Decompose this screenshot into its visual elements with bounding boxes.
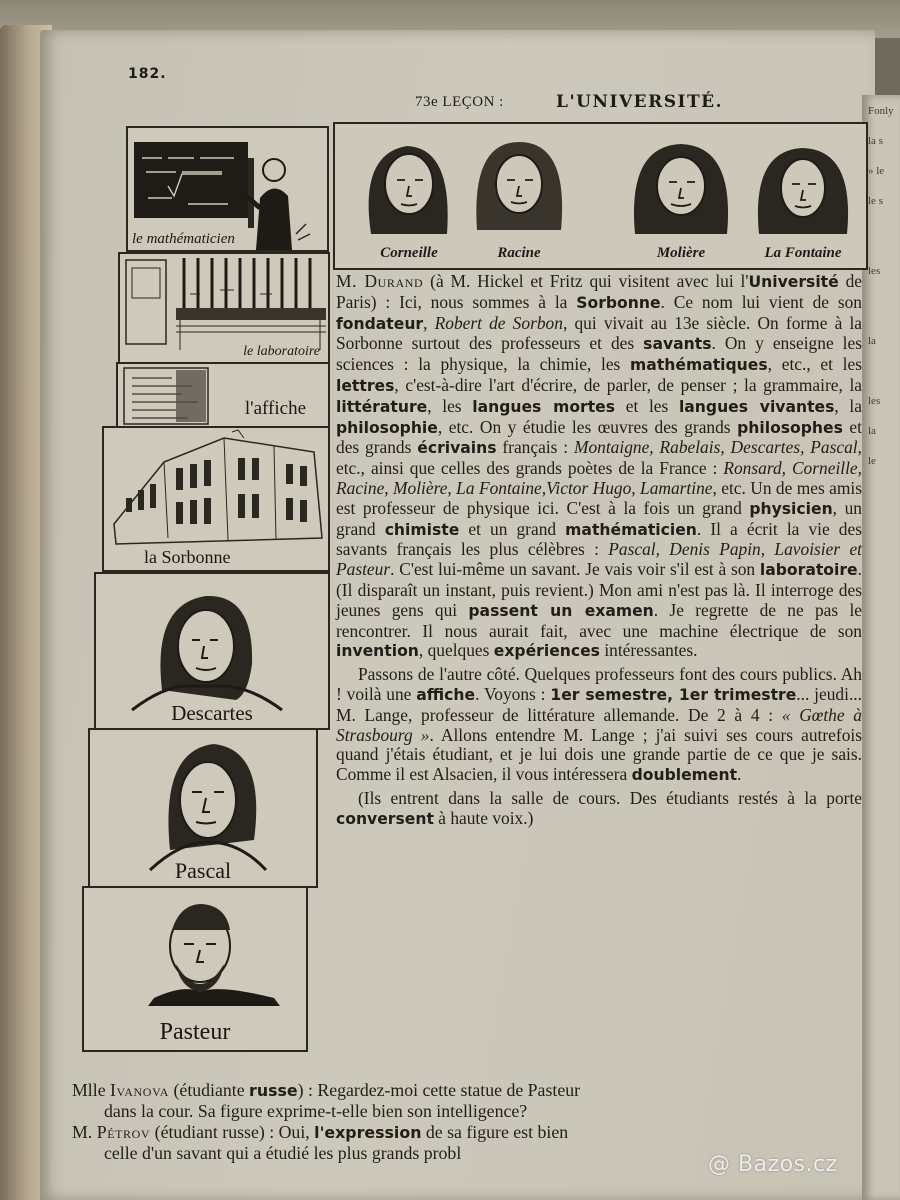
text-run: (à M. Hickel et Fritz qui visitent avec lui l' (423, 271, 749, 291)
text-run: . C'est lui-même un savant. Je vais voir s'il est à son (390, 559, 760, 580)
italic-run: Robert de Sorbon (434, 312, 563, 333)
italic-run: Pascal, Denis Papin, Lavoisier et Pasteur (336, 539, 862, 580)
text-run: (étudiant russe) : Oui, (150, 1122, 315, 1142)
vocab-word: mathématiques (630, 356, 768, 375)
illustration-mathematicien (126, 126, 329, 252)
text-run: et un grand (459, 518, 566, 539)
illustration-sorbonne (102, 426, 330, 572)
vocab-word: conversent (336, 809, 434, 828)
vocab-word: physicien (749, 499, 833, 518)
lesson-number: 73e LEÇON : (415, 94, 504, 110)
vocab-word: savants (643, 335, 712, 354)
text-run: . Ce nom lui vient de son (660, 291, 862, 312)
vocab-word: affiche (416, 685, 476, 704)
text-run: . Allons entendre M. Lange ; j'ai suivi ses cours autrefois quand j'étais étudiant, et je lui dois une grande partie de ce que je sais. Comme il est Alsacien, il vous intéressera (336, 724, 862, 785)
text-run: , etc., ainsi que celles des grands poètes de la France : (336, 437, 862, 479)
vocab-word: expériences (493, 642, 600, 661)
text-run: , un grand (336, 497, 862, 539)
caption-pasteur: Pasteur (159, 1019, 231, 1045)
caption-affiche: l'affiche (244, 398, 306, 419)
dialogue-line: dans la cour. Sa figure exprime-t-elle bien son intelligence? (104, 1101, 528, 1121)
vocab-word: laboratoire (759, 561, 858, 580)
text-run: . Voyons : (475, 683, 551, 704)
dialogue-line: celle d'un savant qui a étudié les plus grands probl (104, 1143, 462, 1163)
portrait-label-moliere: Molière (656, 245, 706, 261)
vocab-word: mathématicien (565, 520, 697, 539)
vocab-word: 1er semestre, 1er trimestre (550, 685, 797, 704)
text-run: , etc. Un de mes amis est professeur de physique ici. C'est à la fois un grand (336, 477, 862, 518)
portrait-moliere (621, 134, 741, 262)
text-run: . Je regrette de ne pas le rencontrer. Il nous aurait fait, avec une machine électrique de son (336, 599, 862, 641)
vocab-word: lettres (336, 376, 395, 395)
dialogue-line (72, 1080, 892, 1101)
illustration-pasteur (82, 886, 308, 1052)
vocab-word: fondateur (336, 314, 424, 333)
text-run: . (737, 764, 742, 785)
paragraph-2 (336, 665, 862, 786)
page-number: 182. (128, 66, 167, 82)
text-run: et les (615, 395, 679, 416)
caption-descartes: Descartes (171, 701, 253, 725)
portrait-la-fontaine (743, 134, 863, 262)
text-run: Passons de l'autre côté. Quelques professeurs font des cours publics. Ah ! voilà une (336, 664, 862, 704)
dialogue-line (72, 1122, 892, 1143)
vocab-word: invention (336, 642, 419, 661)
paragraph-1 (336, 272, 862, 662)
text-run: (Ils entrent dans la salle de cours. Des étudiants restés à la porte (358, 787, 862, 808)
text-run: , (423, 312, 435, 333)
page-title: L'UNIVERSITÉ. (556, 92, 724, 112)
text-run: , quelques (418, 640, 494, 661)
vocab-word: chimiste (384, 520, 460, 539)
speaker-ivanova: Ivanova (110, 1080, 170, 1100)
italic-run: Ronsard, Corneille, Racine, Molière, La Fontaine,Victor Hugo, Lamartine (336, 458, 862, 498)
caption-mathematicien: le mathématicien (132, 231, 235, 247)
illustration-pascal (88, 728, 318, 888)
text-run: de sa figure est bien (421, 1122, 569, 1142)
vocab-word: philosophes (737, 418, 843, 437)
portrait-racine (459, 134, 579, 262)
portrait-label-la-fontaine: La Fontaine (764, 245, 842, 261)
text-run: Mlle (72, 1080, 111, 1100)
vocab-word: passent un examen (468, 601, 654, 620)
illustration-laboratoire (118, 252, 330, 364)
portrait-band (333, 122, 868, 270)
vocab-word: doublement (631, 766, 738, 785)
text-run: (étudiante (169, 1080, 250, 1100)
vocab-word: l'expression (314, 1123, 422, 1142)
facing-page-edge: Fonly la s » le le s les la les la le (862, 95, 900, 1200)
portrait-label-corneille: Corneille (380, 245, 438, 261)
speaker-petrov: Pétrov (96, 1122, 151, 1142)
italic-run: Montaigne, Rabelais, Descartes, Pascal (573, 437, 858, 458)
speaker-durand: M. Durand (336, 271, 424, 291)
text-run: et des grands (336, 416, 862, 458)
illustration-descartes (94, 572, 330, 730)
vocab-word: langues vivantes (678, 397, 835, 416)
text-run: , les (427, 395, 473, 416)
text-run: ) : Regardez-moi cette statue de Pasteur (297, 1080, 581, 1100)
lesson-text (336, 272, 862, 830)
text-run: ... jeudi... M. Lange, professeur de littérature allemande. De 2 à 4 : (336, 683, 863, 725)
vocab-word: écrivains (417, 439, 497, 458)
text-run: . (Il disparaît un instant, puis revient.) Mon ami n'est pas là. Il interroge des jeunes gens qui (336, 559, 862, 620)
paragraph-3 (336, 789, 862, 830)
text-run: , c'est-à-dire l'art d'écrire, de parler, de penser ; la grammaire, la (394, 374, 862, 395)
portrait-label-racine: Racine (497, 245, 541, 261)
text-run: , qui vivait au 13e siècle. On forme à la Sorbonne surtout des professeurs et des (336, 312, 863, 354)
portrait-corneille (349, 134, 469, 262)
vocab-word: philosophie (336, 418, 438, 437)
vocab-word: langues mortes (472, 397, 616, 416)
text-run: , etc. On y étudie les œuvres des grands (437, 416, 738, 437)
caption-pascal: Pascal (174, 858, 232, 883)
text-run: français : (496, 437, 574, 458)
vocab-word: russe (249, 1081, 298, 1100)
vocab-word: Sorbonne (576, 293, 661, 312)
vocab-word: littérature (336, 397, 428, 416)
text-run: M. (72, 1122, 97, 1142)
text-run: . Il a écrit la vie des savants français les plus célèbres : (336, 518, 862, 560)
caption-laboratoire: le laboratoire (243, 344, 320, 359)
caption-sorbonne: la Sorbonne (144, 547, 231, 567)
italic-run: « Gœthe à Strasbourg » (336, 704, 862, 745)
text-run: intéressantes. (599, 640, 698, 661)
text-run: , etc., et les (767, 354, 862, 375)
vocab-word: Université (748, 273, 839, 291)
illustration-affiche (116, 362, 330, 428)
text-run: , la (834, 395, 862, 416)
illustration-column (82, 122, 330, 1052)
watermark: @ Bazos.cz (708, 1152, 838, 1177)
text-run: à haute voix.) (433, 807, 534, 828)
text-run: . On y enseigne les sciences : la physique, la chimie, les (336, 333, 862, 375)
text-run: de Paris) : Ici, nous sommes à la (336, 271, 862, 312)
